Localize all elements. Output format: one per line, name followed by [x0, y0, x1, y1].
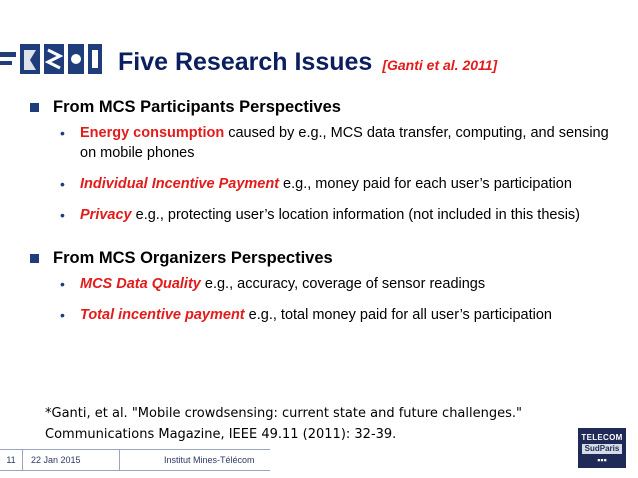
footer-date: 22 Jan 2015 [23, 450, 120, 470]
institution-logo [0, 42, 104, 76]
slide-footer [0, 449, 270, 471]
list-item: • Total incentive payment e.g., total money paid for all user’s participation [60, 307, 552, 323]
bullet-dot-icon: • [60, 125, 65, 141]
footnote: *Ganti, et al. "Mobile crowdsensing: current state and future challenges." Communications Magazine, IEEE 49.11 (2011): 32-39. [45, 406, 522, 442]
list-item: • Energy consumption caused by e.g., MCS data transfer, computing, and sensing on mobile phones [60, 125, 609, 161]
bullet-dot-icon: • [60, 207, 65, 223]
bullet-dot-icon: • [60, 276, 65, 292]
list-item: • Privacy e.g., protecting user’s location information (not included in this thesis) [60, 207, 581, 223]
slide-content [30, 98, 620, 336]
square-bullet-icon [30, 254, 39, 263]
section-heading: From MCS Organizers Perspectives [30, 249, 620, 268]
logo-mark-icon: ▪▪▪ [597, 455, 607, 465]
slide-title [118, 48, 497, 77]
list-item: • MCS Data Quality e.g., accuracy, coverage of sensor readings [60, 276, 486, 292]
square-bullet-icon [30, 103, 39, 112]
bullet-dot-icon: • [60, 176, 65, 192]
section-heading: From MCS Participants Perspectives [30, 98, 620, 117]
page-number: 11 [0, 450, 23, 470]
telecom-sudparis-logo: TELECOM SudParis ▪▪▪ [578, 428, 626, 468]
title-text: Five Research Issues [118, 48, 373, 76]
title-citation: [Ganti et al. 2011] [382, 57, 498, 73]
footer-institute: Institut Mines-Télécom [164, 455, 255, 465]
list-item: • Individual Incentive Payment e.g., money paid for each user’s participation [60, 176, 572, 192]
bullet-dot-icon: • [60, 307, 65, 323]
